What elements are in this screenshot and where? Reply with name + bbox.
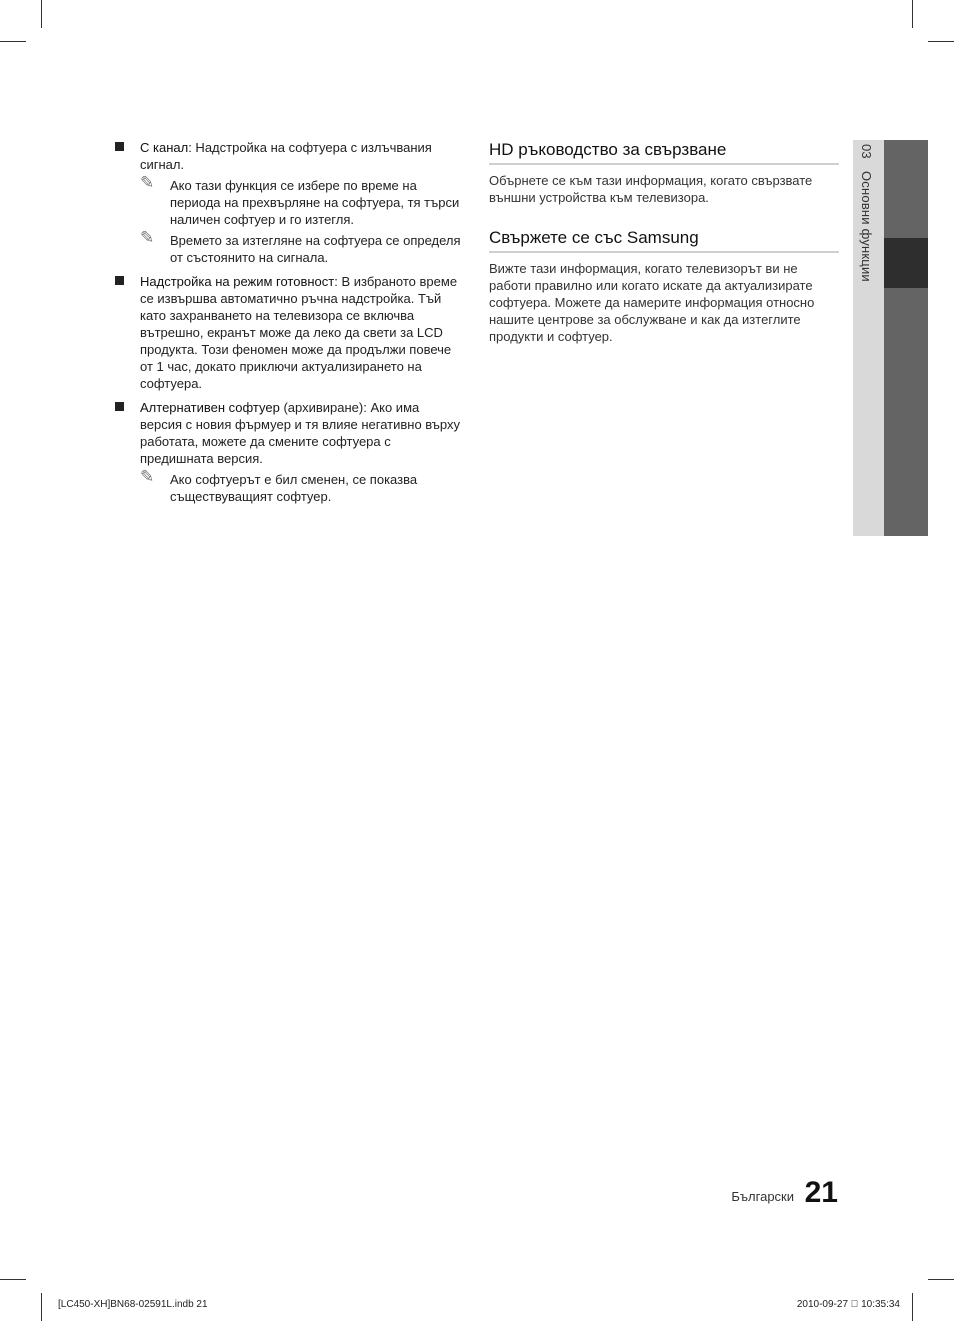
- note-text: Времето за изтегляне на софтуера се определя от състоянито на сигнала.: [170, 233, 461, 265]
- bullet-item-alternative-software: [113, 399, 463, 505]
- section-body-contact-samsung: Вижте тази информация, когато телевизорът ви не работи правилно или когато искате да актуализирате софтуера. Можете да намерите информация относно нашите центрове за обслужване и как да изтеглите продукти и софтуер.: [489, 261, 815, 344]
- square-bullet-icon: [115, 142, 124, 151]
- pencil-note-icon: ✎: [140, 467, 155, 487]
- note: [140, 228, 463, 266]
- language-label: Български: [731, 1189, 794, 1204]
- chapter-number: 03: [859, 144, 874, 159]
- crop-mark: [912, 0, 913, 28]
- page-number: 21: [804, 1176, 838, 1209]
- crop-mark: [0, 41, 26, 42]
- pencil-note-icon: ✎: [140, 173, 155, 193]
- chapter-label: [859, 144, 874, 290]
- bullet-term: Алтернативен софтуер: [140, 400, 280, 415]
- square-bullet-icon: [115, 402, 124, 411]
- bullet-item-standby-upgrade: [113, 273, 463, 392]
- chapter-side-tab: [853, 140, 928, 536]
- bullet-text: : В избраното време се извършва автоматично ръчна надстройка. Тъй като захранването на телевизора се включва вътрешно, екранът може да леко да свети за LCD продукта. Този феномен може да продължи повече от 1 час, докато приключи актуализирането на софтуера.: [140, 274, 458, 391]
- pencil-note-icon: ✎: [140, 228, 155, 248]
- right-column: [489, 139, 839, 345]
- crop-mark: [928, 41, 954, 42]
- crop-mark: [41, 0, 42, 28]
- crop-mark: [41, 1293, 42, 1321]
- print-slug-file: [LC450-XH]BN68-02591L.indb 21: [58, 1299, 208, 1310]
- crop-mark: [928, 1279, 954, 1280]
- note-text: Ако софтуерът е бил сменен, се показва съществуващият софтуер.: [170, 472, 418, 504]
- section-title-contact-samsung: Свържете се със Samsung: [489, 227, 839, 253]
- crop-mark: [0, 1279, 26, 1280]
- bullet-term: С канал: [140, 140, 189, 155]
- crop-mark: [912, 1293, 913, 1321]
- section-title-hd-connection-guide: HD ръководство за свързване: [489, 139, 839, 165]
- print-slug-datetime: 2010-09-27 ⃞ 10:35:34: [796, 1299, 900, 1310]
- note-text: Ако тази функция се избере по време на периода на прехвърляне на софтуера, тя търси наличен софтуер и го изтегля.: [170, 178, 460, 227]
- square-bullet-icon: [115, 276, 124, 285]
- note: [140, 173, 463, 228]
- bullet-text: (архивиране): Ако има версия с новия фърмуер и тя влияе негативно върху работата, можете да смените софтуера с предишната версия.: [140, 400, 460, 466]
- bullet-item-by-channel: [113, 139, 463, 266]
- section-body-hd-connection-guide: Обърнете се към тази информация, когато свързвате външни устройства към телевизора.: [489, 173, 813, 205]
- bullet-term: Надстройка на режим готовност: [140, 274, 335, 289]
- left-column: [113, 139, 463, 512]
- chapter-title: Основни функции: [859, 170, 874, 282]
- bullet-text: : Надстройка на софтуера с излъчвания сигнал.: [140, 140, 432, 172]
- side-tab-active-marker: [884, 238, 928, 288]
- side-tab-dark-strip: [884, 140, 928, 536]
- note: [140, 467, 463, 505]
